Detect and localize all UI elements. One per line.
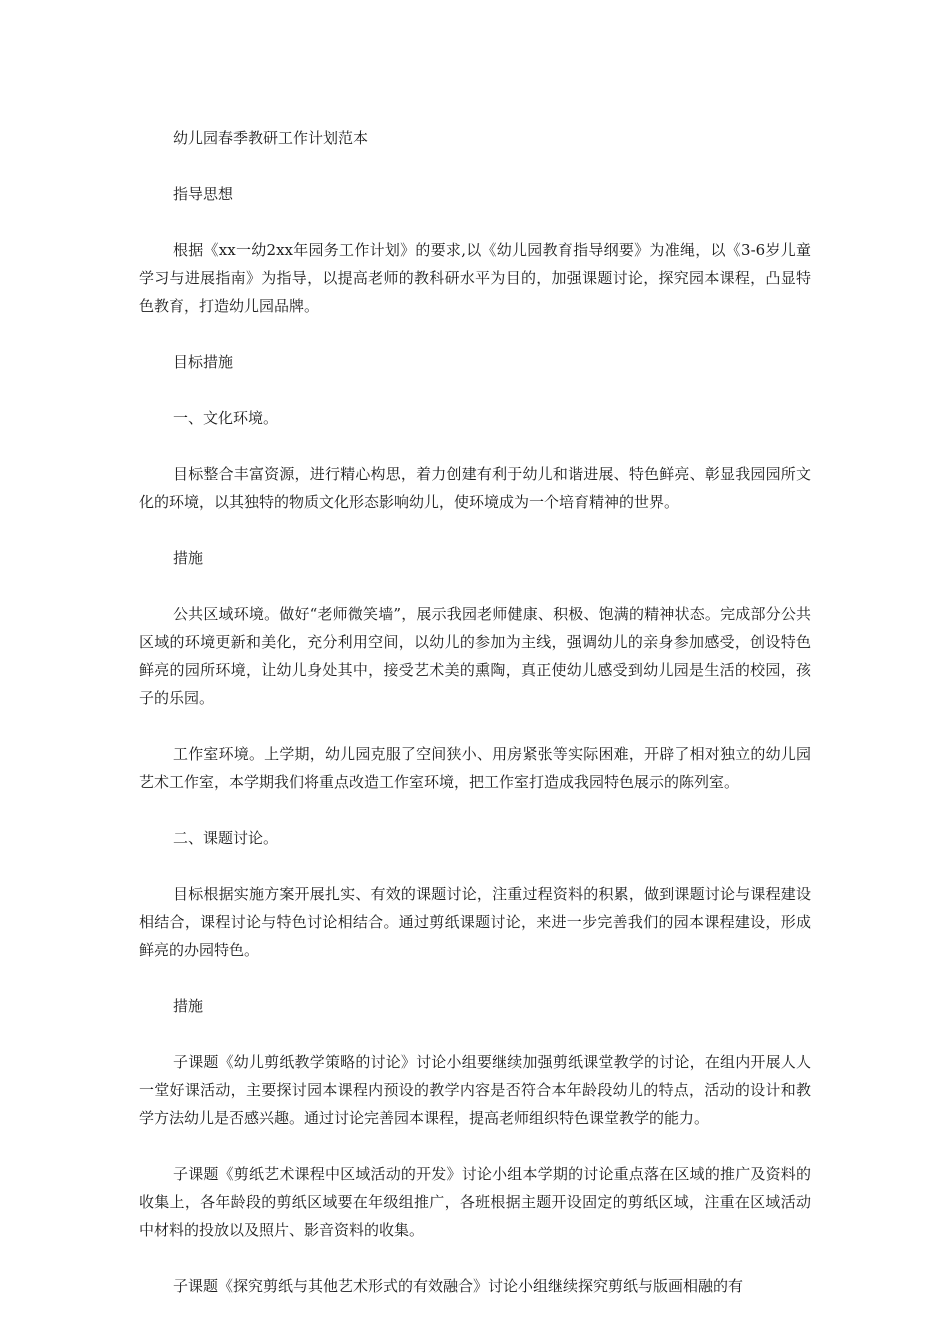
section-heading-guiding-thought: 指导思想 bbox=[173, 185, 234, 203]
subtopic-3-paragraph: 子课题《探究剪纸与其他艺术形式的有效融合》讨论小组继续探究剪纸与版画相融的有 bbox=[173, 1277, 744, 1295]
section-heading-goals-measures: 目标措施 bbox=[173, 353, 234, 371]
part2-goal-paragraph: 目标根据实施方案开展扎实、有效的课题讨论，注重过程资料的积累，做到课题讨论与课程建设相结合，课程讨论与特色讨论相结合。通过剪纸课题讨论，来进一步完善我们的园本课程建设，形成鲜亮的办园特色。 bbox=[139, 885, 811, 959]
subtopic-1-paragraph: 子课题《幼儿剪纸教学策略的讨论》讨论小组要继续加强剪纸课堂教学的讨论，在组内开展人人一堂好课活动，主要探讨园本课程内预设的教学内容是否符合本年龄段幼儿的特点，活动的设计和教学方法幼儿是否感兴趣。通过讨论完善园本课程，提高老师组织特色课堂教学的能力。 bbox=[139, 1053, 811, 1127]
part1-measures-heading: 措施 bbox=[173, 549, 204, 567]
guiding-thought-paragraph: 根据《xx一幼2xx年园务工作计划》的要求,以《幼儿园教育指导纲要》为准绳，以《3-6岁儿童学习与进展指南》为指导，以提高老师的教科研水平为目的，加强课题讨论，探究园本课程，凸显特色教育，打造幼儿园品牌。 bbox=[139, 241, 811, 315]
part2-heading-topic-discussion: 二、课题讨论。 bbox=[173, 829, 279, 847]
document-page bbox=[139, 124, 811, 1328]
part1-public-area-paragraph: 公共区域环境。做好“老师微笑墙”，展示我园老师健康、积极、饱满的精神状态。完成部分公共区域的环境更新和美化，充分利用空间，以幼儿的参加为主线，强调幼儿的亲身参加感受，创设特色鲜亮的园所环境，让幼儿身处其中，接受艺术美的熏陶，真正使幼儿感受到幼儿园是生活的校园，孩子的乐园。 bbox=[139, 605, 811, 707]
part2-measures-heading: 措施 bbox=[173, 997, 204, 1015]
part1-studio-paragraph: 工作室环境。上学期，幼儿园克服了空间狭小、用房紧张等实际困难，开辟了相对独立的幼儿园艺术工作室，本学期我们将重点改造工作室环境，把工作室打造成我园特色展示的陈列室。 bbox=[139, 745, 811, 791]
subtopic-2-paragraph: 子课题《剪纸艺术课程中区域活动的开发》讨论小组本学期的讨论重点落在区域的推广及资料的收集上，各年龄段的剪纸区域要在年级组推广，各班根据主题开设固定的剪纸区域，注重在区域活动中材料的投放以及照片、影音资料的收集。 bbox=[139, 1165, 811, 1239]
document-title: 幼儿园春季教研工作计划范本 bbox=[173, 129, 369, 147]
part1-heading-culture-environment: 一、文化环境。 bbox=[173, 409, 279, 427]
part1-goal-paragraph: 目标整合丰富资源，进行精心构思，着力创建有利于幼儿和谐进展、特色鲜亮、彰显我园园所文化的环境，以其独特的物质文化形态影响幼儿，使环境成为一个培育精神的世界。 bbox=[139, 465, 811, 511]
